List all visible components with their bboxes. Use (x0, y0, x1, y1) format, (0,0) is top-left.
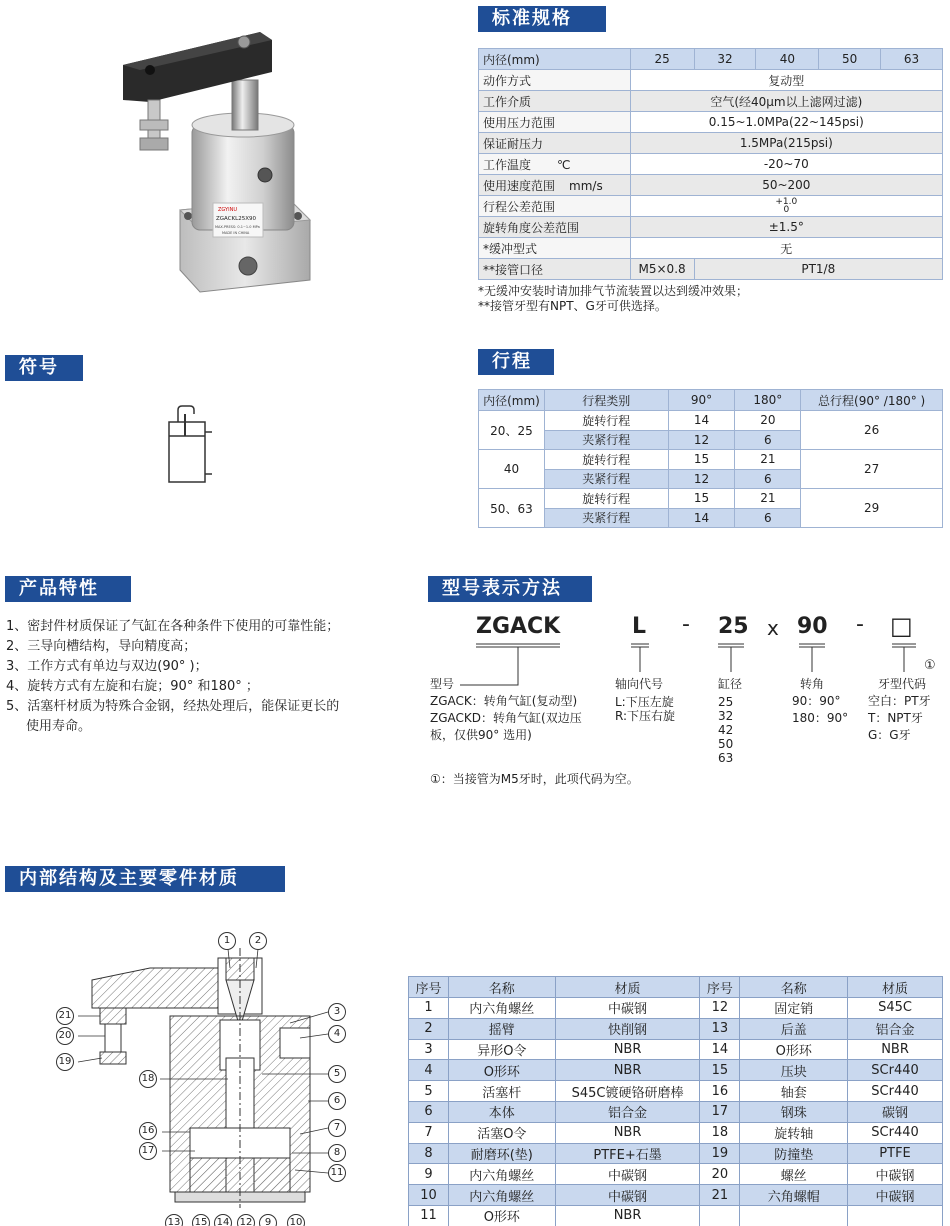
model-bore-line: 50 (718, 737, 734, 751)
table-cell: 5 (409, 1081, 449, 1102)
model-angle-title: 转角 (800, 677, 825, 691)
table-cell: 中碳钢 (848, 1185, 943, 1206)
spec-table (478, 48, 943, 280)
stroke-bore: 40 (479, 450, 545, 489)
model-bore-block (718, 676, 742, 765)
stroke-header: 行程类别 (544, 390, 668, 411)
table-cell: 轴套 (740, 1081, 848, 1102)
stroke-type: 旋转行程 (544, 450, 668, 470)
spec-row-value: 1.5MPa(215psi) (630, 133, 942, 154)
spec-row (479, 154, 943, 175)
spec-row-value: 0.15~1.0MPa(22~145psi) (630, 112, 942, 133)
table-cell: S45C镀硬铬研磨棒 (555, 1081, 700, 1102)
callout-5: 5 (328, 1065, 346, 1083)
stroke-type: 旋转行程 (544, 411, 668, 431)
parts-table (408, 976, 943, 1226)
parts-header-row (409, 977, 943, 998)
callout-14: 14 (214, 1214, 232, 1226)
model-angle-block (792, 676, 848, 727)
stroke-type: 夹紧行程 (544, 469, 668, 489)
product-model: ZGACKL25X90 (216, 216, 256, 222)
table-cell: SCr440 (848, 1081, 943, 1102)
table-cell: 压块 (740, 1060, 848, 1081)
callout-16: 16 (139, 1122, 157, 1140)
stroke-header-row (479, 390, 943, 411)
stroke-row (479, 450, 943, 470)
parts-body (409, 998, 943, 1226)
model-part-bore: 25 (718, 614, 749, 639)
table-cell: 15 (700, 1060, 740, 1081)
spec-row-value: 空气(经40μm以上滤网过滤) (630, 91, 942, 112)
section-title-model-code: 型号表示方法 (428, 576, 592, 602)
section-title-stroke: 行程 (478, 349, 554, 375)
spec-row-label: 使用压力范围 (479, 112, 631, 133)
stroke-value: 21 (735, 489, 801, 509)
model-circle-1: ① (924, 658, 936, 673)
section-title-standard-spec: 标准规格 (478, 6, 606, 32)
spec-row-value: 50~200 (630, 175, 942, 196)
model-part-angle: 90 (797, 614, 828, 639)
table-cell: NBR (555, 1122, 700, 1143)
table-cell: 6 (409, 1101, 449, 1122)
model-note: ①：当接管为M5牙时，此项代码为空。 (430, 772, 639, 786)
callout-11: 11 (328, 1164, 346, 1182)
table-cell: 中碳钢 (555, 1164, 700, 1185)
product-brand: ZGYINU (218, 207, 237, 213)
spec-row-value: -20~70 (630, 154, 942, 175)
table-cell: 中碳钢 (848, 1164, 943, 1185)
model-part-series: ZGACK (476, 614, 561, 639)
table-cell: 碳钢 (848, 1101, 943, 1122)
table-cell: 中碳钢 (555, 1185, 700, 1206)
callout-7: 7 (328, 1119, 346, 1137)
table-row (409, 1164, 943, 1185)
spec-header-row (479, 49, 943, 70)
spec-row (479, 133, 943, 154)
table-cell: 7 (409, 1122, 449, 1143)
spec-bore: 63 (881, 49, 943, 70)
product-image (110, 20, 330, 300)
model-part-thread-box: □ (890, 612, 913, 640)
spec-row-value: 无 (630, 238, 942, 259)
model-part-x: x (767, 616, 779, 640)
spec-row-value: 复动型 (630, 70, 942, 91)
model-thread-block (868, 676, 931, 744)
callout-2: 2 (249, 932, 267, 950)
table-cell: 4 (409, 1060, 449, 1081)
model-bore-line: 32 (718, 709, 734, 723)
table-cell: 10 (409, 1185, 449, 1206)
section-title-internal: 内部结构及主要零件材质 (5, 866, 285, 892)
table-cell: 钢珠 (740, 1101, 848, 1122)
model-bore-line: 25 (718, 695, 734, 709)
parts-header: 材质 (848, 977, 943, 998)
callout-3: 3 (328, 1003, 346, 1021)
callout-18: 18 (139, 1070, 157, 1088)
stroke-type: 旋转行程 (544, 489, 668, 509)
table-cell: 2 (409, 1018, 449, 1039)
spec-row-label: 保证耐压力 (479, 133, 631, 154)
model-angle-line: 180：90° (792, 711, 849, 725)
spec-row-label: *缓冲型式 (479, 238, 631, 259)
spec-row-label: 工作温度 (483, 157, 532, 172)
table-cell: 本体 (448, 1101, 555, 1122)
table-cell: 13 (700, 1018, 740, 1039)
table-cell: 11 (409, 1205, 449, 1226)
parts-header: 序号 (409, 977, 449, 998)
stroke-total: 27 (801, 450, 943, 489)
feature-item: 5、活塞杆材质为特殊合金钢，经热处理后，能保证更长的 (6, 699, 340, 714)
table-cell: 20 (700, 1164, 740, 1185)
table-cell: NBR (555, 1205, 700, 1226)
table-cell: 14 (700, 1039, 740, 1060)
model-thread-line: G：G牙 (868, 728, 911, 742)
stroke-row (479, 411, 943, 431)
spec-row (479, 238, 943, 259)
table-cell: PTFE+石墨 (555, 1143, 700, 1164)
model-bore-line: 63 (718, 751, 734, 765)
model-part-dash: - (856, 612, 864, 637)
table-cell: 21 (700, 1185, 740, 1206)
model-type-line: ZGACKD：转角气缸(双边压 (430, 711, 582, 725)
table-cell: 六角螺帽 (740, 1185, 848, 1206)
table-cell: 铝合金 (848, 1018, 943, 1039)
stroke-type: 夹紧行程 (544, 508, 668, 528)
spec-row-label: 动作方式 (479, 70, 631, 91)
model-bore-title: 缸径 (718, 677, 743, 691)
table-row (409, 1081, 943, 1102)
model-part-dash: - (682, 612, 690, 637)
callout-6: 6 (328, 1092, 346, 1110)
model-axis-title: 轴向代号 (615, 677, 664, 691)
table-row (409, 1101, 943, 1122)
stroke-header: 总行程(90° /180° ) (801, 390, 943, 411)
spec-row (479, 70, 943, 91)
callout-20: 20 (56, 1027, 74, 1045)
feature-item: 使用寿命。 (26, 719, 92, 734)
spec-row (479, 91, 943, 112)
table-row (409, 1018, 943, 1039)
spec-note: **接管牙型有NPT、G牙可供选择。 (478, 299, 667, 313)
spec-row-value: PT1/8 (694, 259, 942, 280)
feature-item: 2、三导向槽结构，导向精度高； (6, 639, 197, 654)
stroke-table (478, 389, 943, 528)
spec-row (479, 175, 943, 196)
table-cell: 内六角螺丝 (448, 1185, 555, 1206)
spec-note: *无缓冲安装时请加排气节流装置以达到缓冲效果； (478, 284, 749, 298)
stroke-total: 29 (801, 489, 943, 528)
table-cell: S45C (848, 998, 943, 1019)
callout-19: 19 (56, 1053, 74, 1071)
table-cell: O形环 (448, 1205, 555, 1226)
parts-header: 名称 (448, 977, 555, 998)
feature-item: 1、密封件材质保证了气缸在各种条件下使用的可靠性能； (6, 619, 340, 634)
spec-row (479, 196, 943, 217)
table-row (409, 1143, 943, 1164)
stroke-value: 6 (735, 430, 801, 450)
model-axis-line: R:下压右旋 (615, 709, 676, 723)
model-thread-line: 空白：PT牙 (868, 694, 931, 708)
spec-bore: 40 (756, 49, 819, 70)
spec-header-label: 内径(mm) (479, 49, 631, 70)
model-type-block (430, 676, 582, 744)
spec-row-label: 使用速度范围 (483, 178, 556, 193)
pneumatic-symbol (160, 402, 220, 486)
stroke-value: 14 (668, 508, 735, 528)
table-cell: 螺丝 (740, 1164, 848, 1185)
table-row (409, 998, 943, 1019)
table-cell: 内六角螺丝 (448, 998, 555, 1019)
model-type-line: 板，仅供90° 选用) (430, 728, 532, 742)
callout-9: 9 (259, 1214, 277, 1226)
table-cell: 后盖 (740, 1018, 848, 1039)
table-cell: SCr440 (848, 1122, 943, 1143)
callout-4: 4 (328, 1025, 346, 1043)
table-cell: SCr440 (848, 1060, 943, 1081)
spec-row-label: 行程公差范围 (479, 196, 631, 217)
spec-row (479, 217, 943, 238)
parts-header: 序号 (700, 977, 740, 998)
spec-row (479, 259, 943, 280)
table-cell: 9 (409, 1164, 449, 1185)
table-cell (848, 1205, 943, 1226)
table-cell: 8 (409, 1143, 449, 1164)
section-title-symbol: 符号 (5, 355, 83, 381)
table-cell: 中碳钢 (555, 998, 700, 1019)
spec-row-unit: ℃ (557, 157, 571, 172)
stroke-total: 26 (801, 411, 943, 450)
callout-layer (50, 928, 370, 1226)
callout-13: 13 (165, 1214, 183, 1226)
stroke-value: 12 (668, 469, 735, 489)
model-thread-line: T：NPT牙 (868, 711, 923, 725)
table-cell: 3 (409, 1039, 449, 1060)
model-type-line: ZGACK：转角气缸(复动型) (430, 694, 578, 708)
section-title-features: 产品特性 (5, 576, 131, 602)
callout-12: 12 (237, 1214, 255, 1226)
spec-bore: 32 (694, 49, 756, 70)
spec-row-label: **接管口径 (479, 259, 631, 280)
table-cell: 快削钢 (555, 1018, 700, 1039)
table-cell (700, 1205, 740, 1226)
model-angle-line: 90：90° (792, 694, 841, 708)
stroke-value: 15 (668, 489, 735, 509)
feature-item: 4、旋转方式有左旋和右旋；90° 和180° ； (6, 679, 259, 694)
table-cell: 防撞垫 (740, 1143, 848, 1164)
table-row (409, 1122, 943, 1143)
stroke-bore: 20、25 (479, 411, 545, 450)
table-cell: NBR (848, 1039, 943, 1060)
table-cell (740, 1205, 848, 1226)
model-thread-title: 牙型代码 (878, 677, 927, 691)
table-cell: 异形O令 (448, 1039, 555, 1060)
stroke-header: 180° (735, 390, 801, 411)
spec-bore: 25 (630, 49, 694, 70)
product-made: MADE IN CHINA (222, 231, 250, 235)
spec-tolerance-top: +1.0 (775, 197, 798, 207)
parts-header: 材质 (555, 977, 700, 998)
spec-notes (478, 284, 748, 314)
table-cell: O形环 (740, 1039, 848, 1060)
table-cell: 12 (700, 998, 740, 1019)
table-cell: 16 (700, 1081, 740, 1102)
stroke-value: 6 (735, 508, 801, 528)
stroke-value: 6 (735, 469, 801, 489)
model-axis-line: L:下压左旋 (615, 695, 674, 709)
table-cell: 固定销 (740, 998, 848, 1019)
feature-item: 3、工作方式有单边与双边(90° )； (6, 659, 208, 674)
callout-1: 1 (218, 932, 236, 950)
spec-row-label: 旋转角度公差范围 (479, 217, 631, 238)
spec-row-value: ±1.5° (630, 217, 942, 238)
table-cell: 1 (409, 998, 449, 1019)
model-axis-block (615, 676, 675, 723)
table-cell: 18 (700, 1122, 740, 1143)
spec-row-value: M5×0.8 (630, 259, 694, 280)
stroke-header: 90° (668, 390, 735, 411)
table-cell: 内六角螺丝 (448, 1164, 555, 1185)
stroke-value: 20 (735, 411, 801, 431)
callout-8: 8 (328, 1144, 346, 1162)
feature-list (6, 617, 386, 737)
table-row (409, 1039, 943, 1060)
callout-10: 10 (287, 1214, 305, 1226)
stroke-value: 12 (668, 430, 735, 450)
table-cell: 活塞杆 (448, 1081, 555, 1102)
spec-row (479, 112, 943, 133)
table-cell: 摇臂 (448, 1018, 555, 1039)
table-cell: 19 (700, 1143, 740, 1164)
stroke-value: 14 (668, 411, 735, 431)
table-row (409, 1205, 943, 1226)
table-cell: 活塞O令 (448, 1122, 555, 1143)
callout-21: 21 (56, 1007, 74, 1025)
model-bore-line: 42 (718, 723, 734, 737)
stroke-value: 15 (668, 450, 735, 470)
table-cell: NBR (555, 1060, 700, 1081)
stroke-row (479, 489, 943, 509)
spec-row-unit: mm/s (569, 178, 603, 193)
table-cell: O形环 (448, 1060, 555, 1081)
table-cell: PTFE (848, 1143, 943, 1164)
stroke-type: 夹紧行程 (544, 430, 668, 450)
spec-tolerance-bottom: 0 (783, 205, 790, 215)
stroke-header: 内径(mm) (479, 390, 545, 411)
table-cell: 耐磨环(垫) (448, 1143, 555, 1164)
parts-header: 名称 (740, 977, 848, 998)
callout-15: 15 (192, 1214, 210, 1226)
product-pressure: MAX.PRESS: 0.1~1.0 MPa (215, 225, 260, 229)
callout-17: 17 (139, 1142, 157, 1160)
stroke-bore: 50、63 (479, 489, 545, 528)
spec-row-label: 工作介质 (479, 91, 631, 112)
table-row (409, 1185, 943, 1206)
table-row (409, 1060, 943, 1081)
table-cell: 17 (700, 1101, 740, 1122)
table-cell: NBR (555, 1039, 700, 1060)
table-cell: 旋转轴 (740, 1122, 848, 1143)
spec-bore: 50 (819, 49, 881, 70)
model-part-axis: L (632, 614, 647, 639)
model-type-title: 型号 (430, 677, 455, 691)
table-cell: 铝合金 (555, 1101, 700, 1122)
stroke-value: 21 (735, 450, 801, 470)
